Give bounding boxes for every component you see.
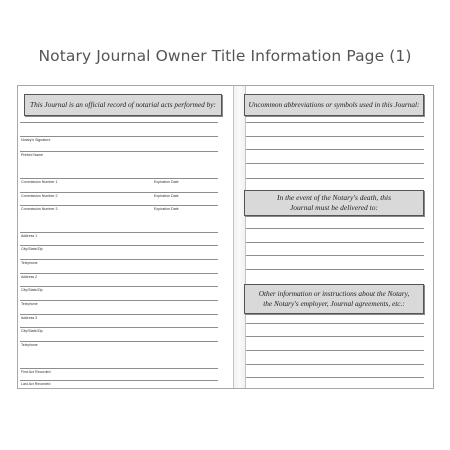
city-3-line[interactable] xyxy=(20,327,218,328)
telephone-3-label: Telephone xyxy=(21,343,38,347)
commission-3-line[interactable] xyxy=(20,205,218,206)
telephone-2-line[interactable] xyxy=(20,300,218,301)
first-act-line[interactable] xyxy=(20,368,218,369)
other-banner-line-1: Other information or instructions about the Notary, xyxy=(258,289,410,298)
abbrev-line-1[interactable] xyxy=(246,122,424,123)
printed-name-line[interactable] xyxy=(20,151,218,152)
address-3-line[interactable] xyxy=(20,314,218,315)
abbrev-line-3[interactable] xyxy=(246,149,424,150)
telephone-3-line[interactable] xyxy=(20,341,218,342)
death-line-4[interactable] xyxy=(246,269,424,270)
journal-spread xyxy=(17,85,434,389)
expiration-2-label: Expiration Date xyxy=(154,194,179,198)
city-3-label: City/State/Zip xyxy=(21,329,43,333)
printed-name-label: Printed Name xyxy=(21,153,43,157)
commission-2-line[interactable] xyxy=(20,192,218,193)
address-2-line[interactable] xyxy=(20,273,218,274)
abbrev-line-4[interactable] xyxy=(246,163,424,164)
binding-gutter xyxy=(233,86,246,388)
commission-1-line[interactable] xyxy=(20,178,218,179)
telephone-2-label: Telephone xyxy=(21,302,38,306)
death-line-1[interactable] xyxy=(246,228,424,229)
commission-1-label: Commission Number 1 xyxy=(21,180,58,184)
city-1-label: City/State/Zip xyxy=(21,247,43,251)
other-line-4[interactable] xyxy=(246,364,424,365)
signature-label: Notary's Signature xyxy=(21,138,51,142)
abbreviations-banner xyxy=(244,94,424,116)
page-title: Notary Journal Owner Title Information Page (1) xyxy=(38,47,412,65)
other-line-1[interactable] xyxy=(246,323,424,324)
other-line-2[interactable] xyxy=(246,336,424,337)
death-instructions-banner xyxy=(244,190,424,216)
signature-line[interactable] xyxy=(20,136,218,137)
address-1-line[interactable] xyxy=(20,232,218,233)
abbreviations-banner-text: Uncommon abbreviations or symbols used in this Journal: xyxy=(248,100,420,109)
left-page-banner xyxy=(24,94,222,116)
commission-3-label: Commission Number 3 xyxy=(21,207,58,211)
other-line-5[interactable] xyxy=(246,377,424,378)
other-line-3[interactable] xyxy=(246,350,424,351)
death-banner-line-2: Journal must be delivered to: xyxy=(289,203,379,212)
city-2-line[interactable] xyxy=(20,286,218,287)
death-line-3[interactable] xyxy=(246,255,424,256)
death-line-2[interactable] xyxy=(246,242,424,243)
abbrev-line-2[interactable] xyxy=(246,136,424,137)
other-banner-line-2: the Notary's employer, Journal agreements, etc.: xyxy=(263,299,405,308)
telephone-1-line[interactable] xyxy=(20,259,218,260)
address-1-label: Address 1 xyxy=(21,234,38,238)
death-banner-line-1: In the event of the Notary's death, this xyxy=(276,193,392,202)
city-2-label: City/State/Zip xyxy=(21,288,43,292)
left-page-banner-text: This Journal is an official record of notarial acts performed by: xyxy=(30,100,216,109)
expiration-3-label: Expiration Date xyxy=(154,207,179,211)
abbrev-line-5[interactable] xyxy=(246,178,424,179)
address-3-label: Address 3 xyxy=(21,316,38,320)
first-act-label: First Act Recorded xyxy=(21,370,51,374)
last-act-line[interactable] xyxy=(20,380,218,381)
address-2-label: Address 2 xyxy=(21,275,38,279)
city-1-line[interactable] xyxy=(20,245,218,246)
last-act-label: Last Act Recorded xyxy=(21,382,51,386)
commission-2-label: Commission Number 2 xyxy=(21,194,58,198)
other-info-banner xyxy=(244,284,424,314)
telephone-1-label: Telephone xyxy=(21,261,38,265)
line-above-signature xyxy=(20,122,218,123)
expiration-1-label: Expiration Date xyxy=(154,180,179,184)
